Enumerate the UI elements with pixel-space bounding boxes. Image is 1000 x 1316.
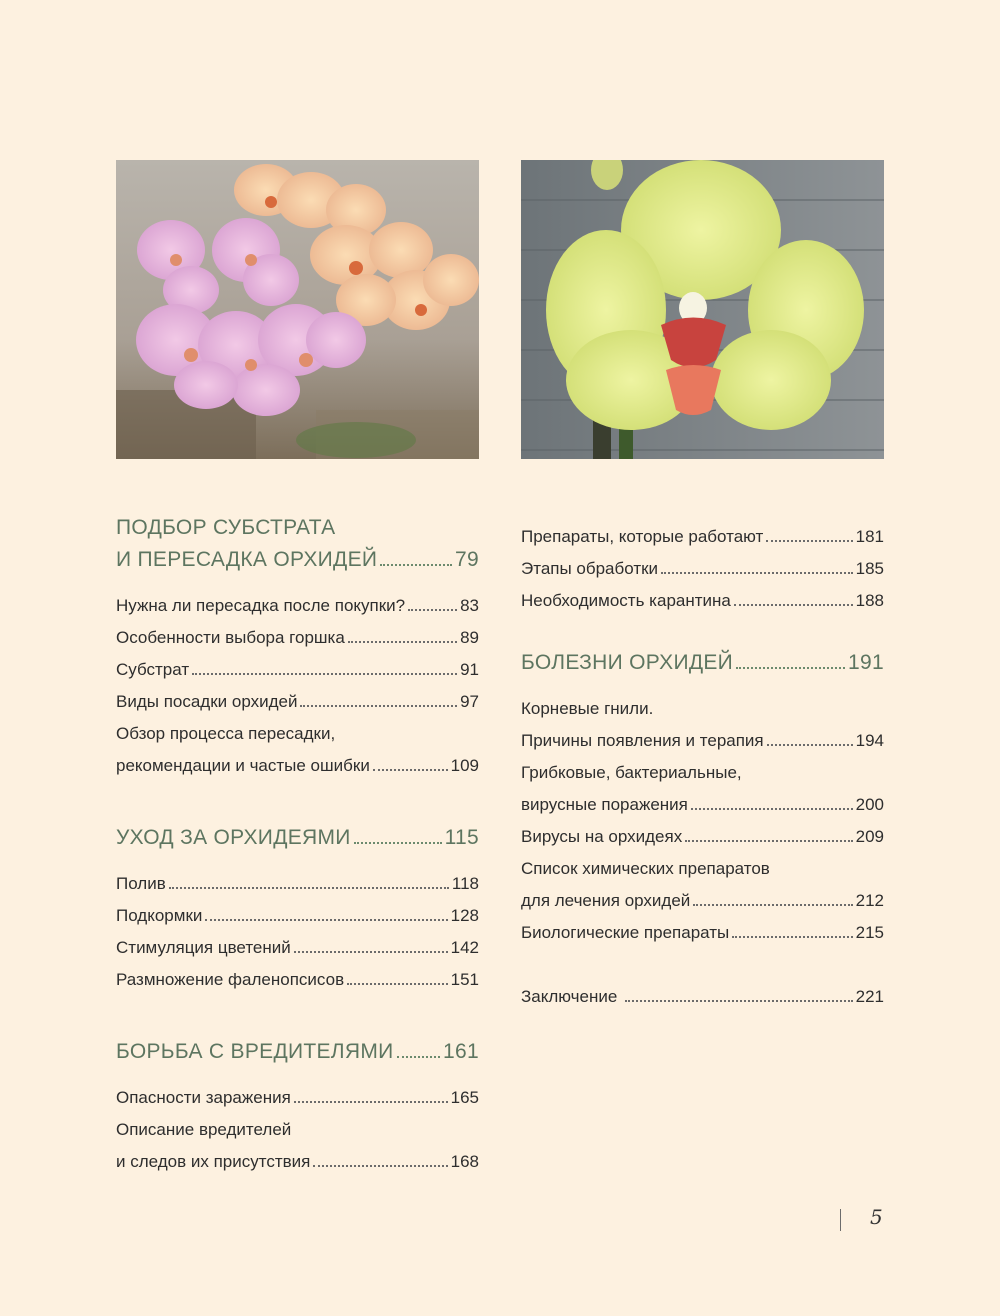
dot-leader: [169, 887, 449, 889]
entry-page: 212: [855, 891, 884, 910]
page-number: 5: [870, 1205, 883, 1229]
section-title: [116, 512, 479, 576]
entry-title: Опасности заражения: [116, 1088, 291, 1107]
entry-title: Вирусы на орхидеях: [521, 827, 683, 846]
section-title-line: ПОДБОР СУБСТРАТА: [116, 516, 336, 539]
toc-entry[interactable]: [116, 718, 479, 782]
dot-leader: [294, 951, 448, 953]
entry-title: Препараты, которые работают: [521, 527, 764, 546]
toc-entry[interactable]: [116, 868, 479, 900]
toc-section: [116, 512, 479, 782]
dot-leader: [767, 744, 853, 746]
entry-page: 128: [450, 906, 479, 925]
toc-left-column: [116, 512, 479, 1178]
dot-leader: [732, 936, 852, 938]
entry-page: 194: [855, 731, 884, 750]
dot-leader: [693, 904, 852, 906]
entry-title: Заключение: [521, 987, 618, 1006]
dot-leader: [294, 1101, 448, 1103]
dot-leader: [300, 705, 457, 707]
entry-page: 89: [460, 628, 479, 647]
dot-leader: [736, 667, 845, 669]
entry-title: Необходимость карантина: [521, 591, 731, 610]
section-title: [521, 647, 884, 679]
section-title-line: И ПЕРЕСАДКА ОРХИДЕЙ: [116, 548, 378, 571]
toc-entry[interactable]: [521, 521, 884, 553]
toc-entry[interactable]: [521, 821, 884, 853]
entry-title: и следов их присутствия: [116, 1152, 311, 1171]
entry-page: 109: [450, 756, 479, 775]
entry-page: 165: [450, 1088, 479, 1107]
toc-entry[interactable]: [521, 553, 884, 585]
entry-page: 185: [855, 559, 884, 578]
toc-entry[interactable]: [116, 686, 479, 718]
section-title-line: БОРЬБА С ВРЕДИТЕЛЯМИ: [116, 1040, 394, 1063]
section-page: 79: [455, 548, 479, 571]
toc-entry[interactable]: [521, 853, 884, 917]
dot-leader: [348, 641, 457, 643]
entry-page: 142: [450, 938, 479, 957]
entry-title: Подкормки: [116, 906, 203, 925]
dot-leader: [205, 919, 447, 921]
toc-entry[interactable]: [116, 622, 479, 654]
section-page: 191: [848, 651, 884, 674]
dot-leader: [685, 840, 852, 842]
entry-title: Биологические препараты: [521, 923, 730, 942]
entry-title: Описание вредителей: [116, 1120, 292, 1139]
dot-leader: [347, 983, 448, 985]
dot-leader: [691, 808, 853, 810]
toc-entry[interactable]: [116, 590, 479, 622]
dot-leader: [766, 540, 852, 542]
dot-leader: [661, 572, 853, 574]
entry-page: 188: [855, 591, 884, 610]
toc-right-column: [521, 521, 884, 1013]
entry-page: 221: [855, 987, 884, 1006]
dot-leader: [373, 769, 448, 771]
section-title: [116, 822, 479, 854]
dot-leader: [408, 609, 457, 611]
dot-leader: [313, 1165, 447, 1167]
entry-title: Список химических препаратов: [521, 859, 770, 878]
page-number-divider: [840, 1209, 841, 1231]
entry-page: 200: [855, 795, 884, 814]
section-title: [116, 1036, 479, 1068]
entry-title: для лечения орхидей: [521, 891, 691, 910]
toc-entry[interactable]: [521, 917, 884, 949]
toc-section: [116, 1036, 479, 1178]
toc-entry[interactable]: [116, 1082, 479, 1114]
entry-title: Полив: [116, 874, 166, 893]
entry-page: 91: [460, 660, 479, 679]
pink-orchids-photo: [116, 160, 479, 459]
entry-page: 209: [855, 827, 884, 846]
toc-entry[interactable]: [116, 964, 479, 996]
entry-page: 97: [460, 692, 479, 711]
section-page: 115: [444, 826, 479, 849]
entry-page: 181: [855, 527, 884, 546]
entry-title: Особенности выбора горшка: [116, 628, 345, 647]
entry-title: Корневые гнили.: [521, 699, 654, 718]
entry-title: Нужна ли пересадка после покупки?: [116, 596, 406, 615]
dot-leader: [734, 604, 853, 606]
yellow-orchid-photo: [521, 160, 884, 459]
entry-title: вирусные поражения: [521, 795, 688, 814]
dot-leader: [397, 1056, 441, 1058]
toc-entry[interactable]: [521, 693, 884, 757]
entry-page: 168: [450, 1152, 479, 1171]
toc-entry-conclusion[interactable]: [521, 981, 884, 1013]
toc-entry[interactable]: [116, 932, 479, 964]
entry-title: Обзор процесса пересадки,: [116, 724, 336, 743]
section-title-line: УХОД ЗА ОРХИДЕЯМИ: [116, 826, 351, 849]
entry-page: 215: [855, 923, 884, 942]
entry-title: Грибковые, бактериальные,: [521, 763, 742, 782]
entry-page: 83: [460, 596, 479, 615]
dot-leader: [625, 1000, 852, 1002]
toc-section: [116, 822, 479, 996]
entry-page: 118: [451, 874, 479, 893]
entry-title: Виды посадки орхидей: [116, 692, 298, 711]
entry-page: 151: [450, 970, 479, 989]
toc-entry[interactable]: [116, 900, 479, 932]
toc-entry[interactable]: [521, 757, 884, 821]
entry-title: Размножение фаленопсисов: [116, 970, 345, 989]
section-page: 161: [443, 1040, 479, 1063]
dot-leader: [354, 842, 442, 844]
toc-entry[interactable]: [521, 585, 884, 617]
entry-title: Стимуляция цветений: [116, 938, 291, 957]
dot-leader: [380, 564, 452, 566]
section-title-line: БОЛЕЗНИ ОРХИДЕЙ: [521, 651, 734, 674]
dot-leader: [192, 673, 457, 675]
toc-section: [521, 647, 884, 949]
entry-title: Причины появления и терапия: [521, 731, 764, 750]
entry-title: Этапы обработки: [521, 559, 659, 578]
entry-title: рекомендации и частые ошибки: [116, 756, 370, 775]
entry-title: Субстрат: [116, 660, 190, 679]
toc-entry[interactable]: [116, 654, 479, 686]
toc-entry[interactable]: [116, 1114, 479, 1178]
